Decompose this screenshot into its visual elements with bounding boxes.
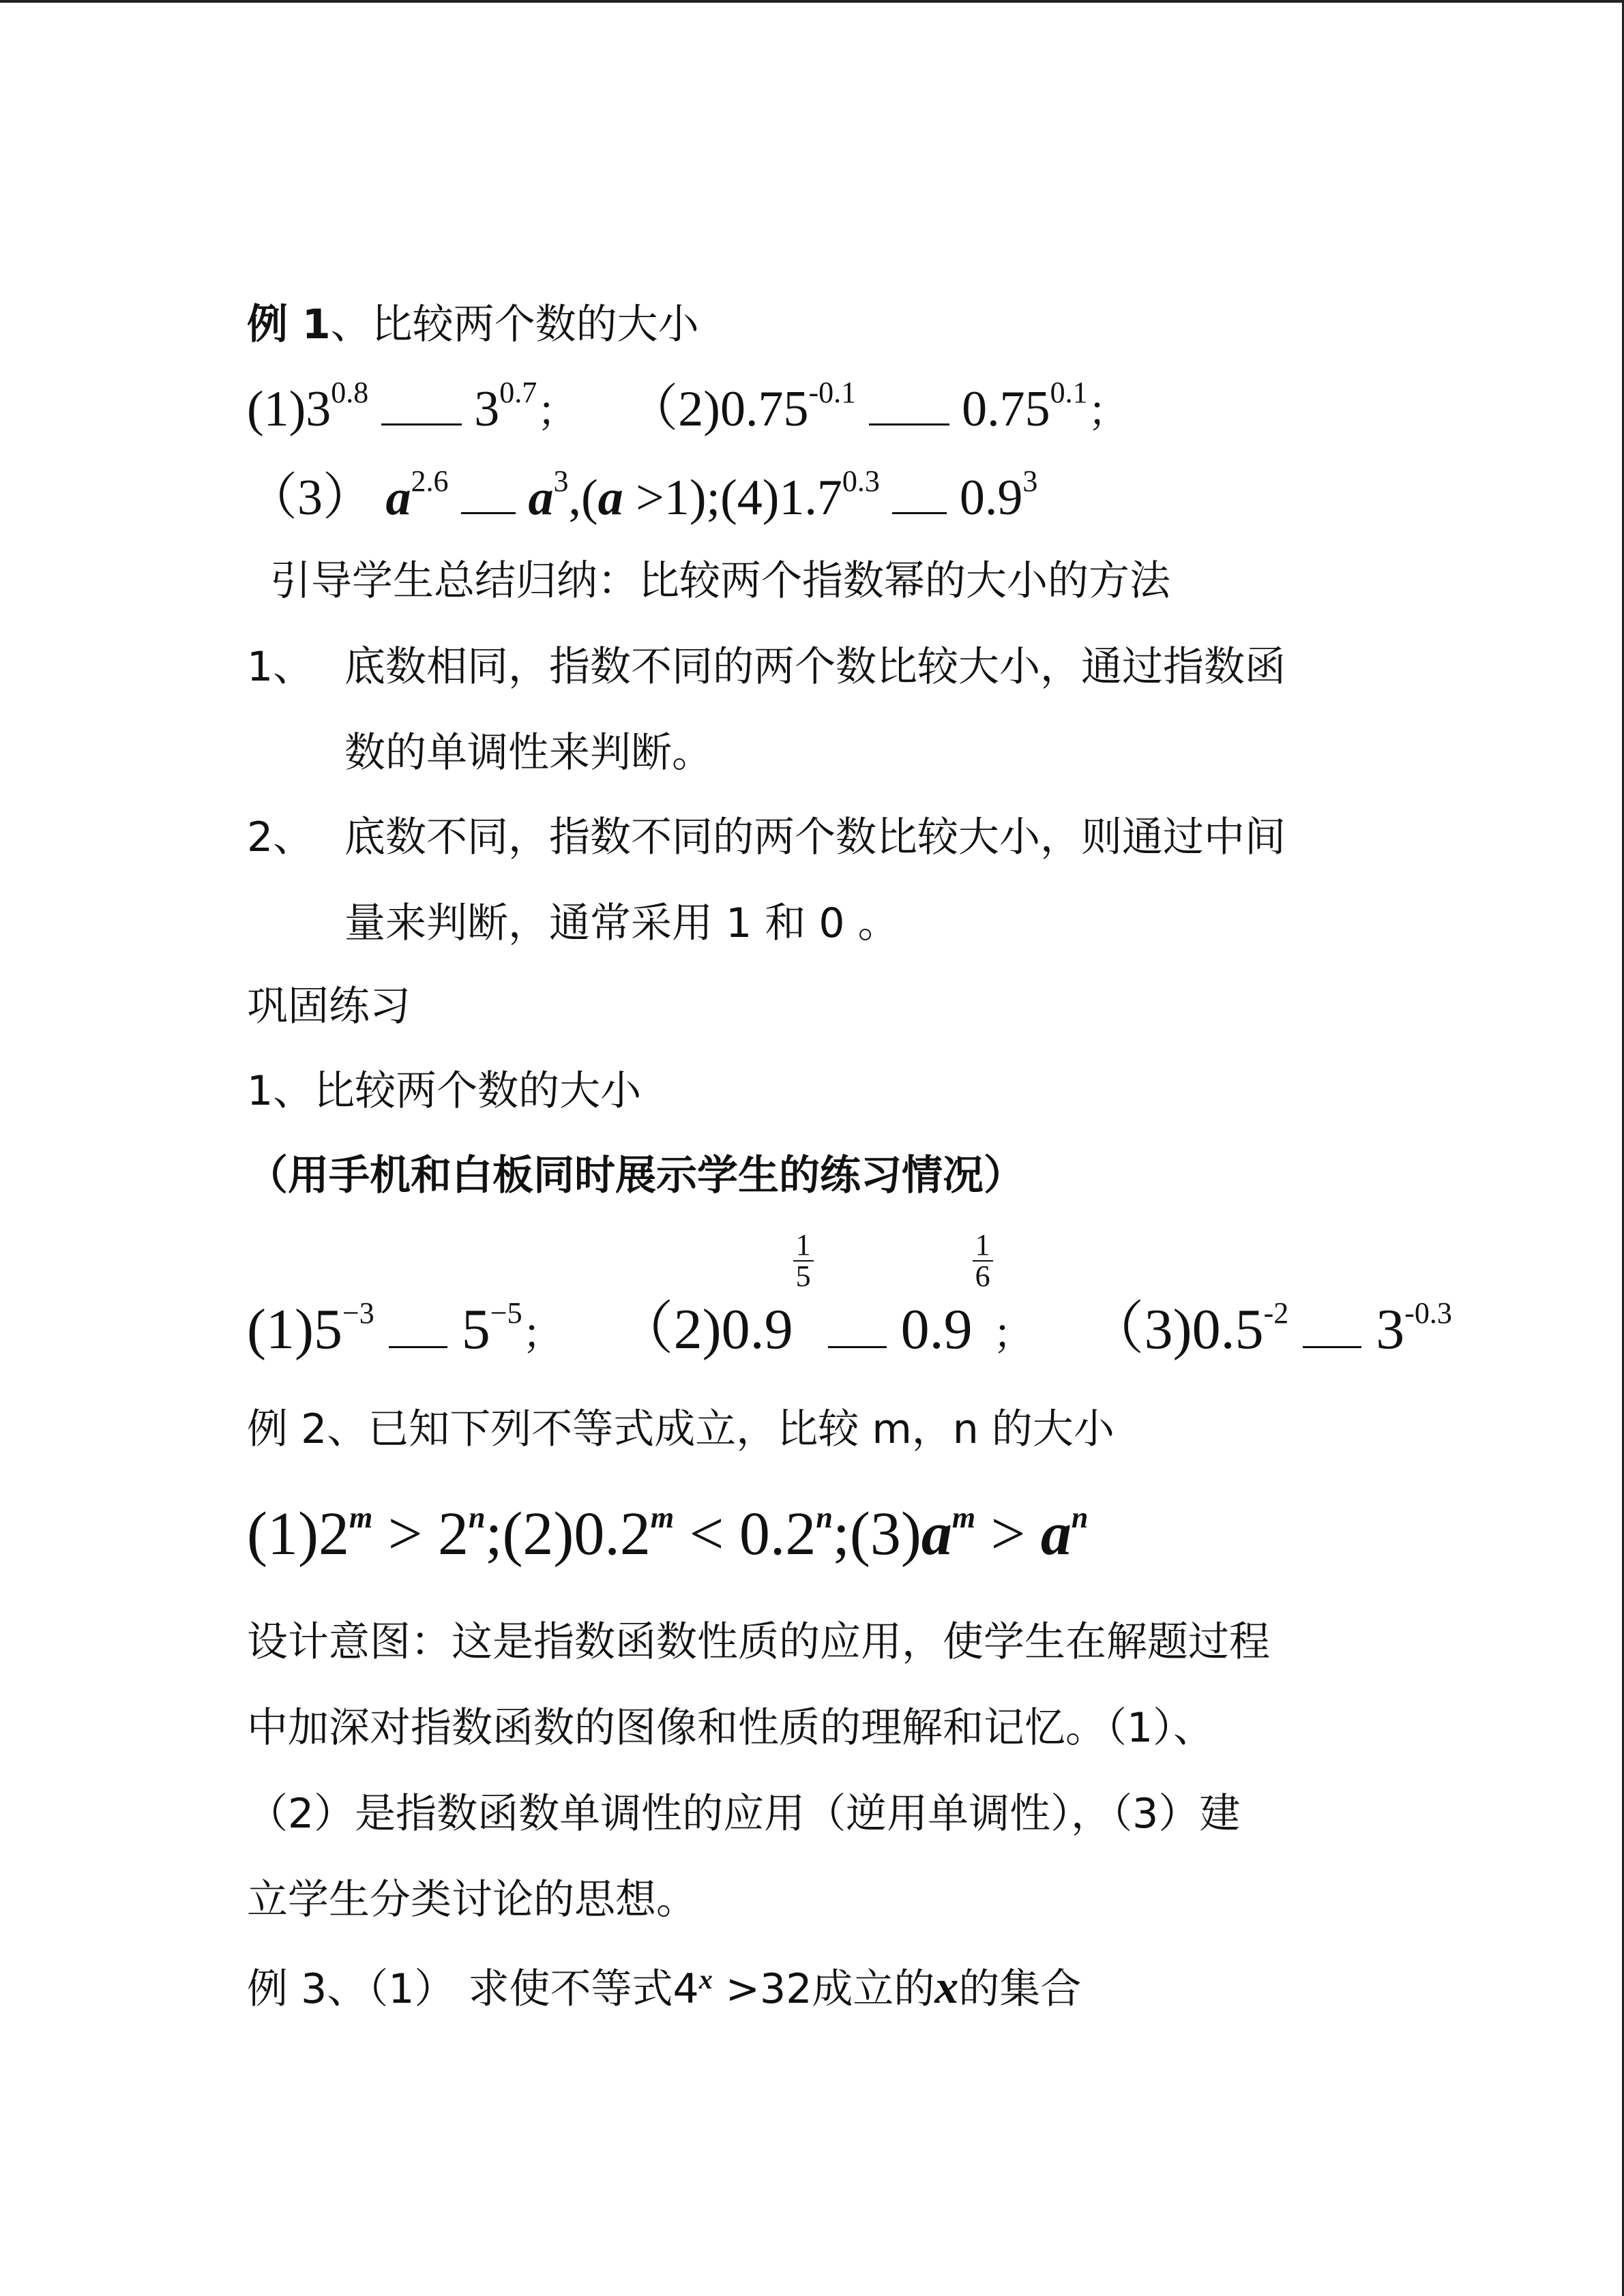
design-intent-line: （2）是指数函数单调性的应用（逆用单调性），（3）建 <box>247 1790 1241 1838</box>
fraction-denominator: 5 <box>795 1259 811 1293</box>
answer-blank <box>389 1305 447 1348</box>
example1-title-text: 、比较两个数的大小 <box>330 301 699 348</box>
example3-line <box>247 1957 1081 2020</box>
example1-math-row2 <box>247 464 1037 532</box>
math-variable: a <box>597 470 623 526</box>
math-term: ;(3) <box>832 1500 921 1568</box>
method-item-text: 底数相同，指数不同的两个数比较大小，通过指数函 <box>344 643 1286 691</box>
example1-title <box>247 297 699 352</box>
separator: ； <box>992 1311 1034 1358</box>
fraction-numerator: 1 <box>793 1230 814 1262</box>
math-term: >1);(4)1.7 <box>623 470 842 526</box>
example2-math-row <box>247 1500 1088 1568</box>
math-term: ;(2)0.2 <box>485 1500 651 1568</box>
math-variable: a <box>921 1500 952 1568</box>
math-exponent: 2.6 <box>411 464 449 498</box>
example3-text: 的集合 <box>958 1965 1082 2013</box>
math-term: （2)0.75 <box>628 381 809 437</box>
math-term: ,( <box>568 470 598 526</box>
math-term: > 2 <box>372 1500 469 1568</box>
math-exponent: n <box>468 1501 486 1534</box>
practice-note: （用手机和白板同时展示学生的练习情况） <box>247 1152 1024 1199</box>
math-variable: a <box>385 470 411 526</box>
math-exponent: -0.1 <box>808 376 857 410</box>
math-term: （3)0.5 <box>1087 1298 1264 1361</box>
guide-text: 引导学生总结归纳：比较两个指数幂的大小的方法 <box>270 557 1170 605</box>
math-term: 0.9 <box>900 1298 973 1361</box>
math-exponent: m <box>349 1501 373 1534</box>
math-term: 3 <box>1376 1298 1405 1361</box>
example3-label: 例 3、（1） <box>247 1965 456 2013</box>
separator: ； <box>537 388 578 436</box>
design-intent-line: 设计意图：这是指数函数性质的应用，使学生在解题过程 <box>247 1618 1270 1666</box>
math-variable: a <box>528 470 554 526</box>
practice-math-row <box>247 1228 1452 1369</box>
math-exponent: 0.8 <box>331 376 369 410</box>
math-exponent: n <box>816 1501 833 1534</box>
example1-label: 例 1 <box>247 301 331 348</box>
answer-blank <box>461 471 516 514</box>
example3-text: 求使不等式4 <box>468 1965 699 2013</box>
separator: ； <box>522 1311 563 1358</box>
answer-blank <box>381 383 462 426</box>
math-exponent: m <box>951 1501 976 1534</box>
math-fraction-exponent <box>973 1230 993 1292</box>
fraction-numerator: 1 <box>973 1230 993 1262</box>
method-item-number: 2、 <box>247 814 314 861</box>
math-exponent: x <box>698 1964 713 1995</box>
math-exponent: 3 <box>553 464 569 498</box>
math-term: (1)2 <box>247 1500 349 1568</box>
math-exponent: 0.7 <box>499 376 537 410</box>
answer-blank <box>1303 1305 1361 1348</box>
math-exponent: -2 <box>1263 1296 1289 1330</box>
practice-heading: 巩固练习 <box>247 983 411 1030</box>
example1-math-row1 <box>247 375 1129 446</box>
answer-blank <box>869 383 949 426</box>
design-intent-line: 立学生分类讨论的思想。 <box>247 1876 697 1924</box>
math-exponent: −3 <box>342 1296 374 1330</box>
example2-title: 例 2、已知下列不等式成立，比较 m，n 的大小 <box>247 1405 1114 1453</box>
math-exponent: n <box>1071 1501 1089 1534</box>
math-exponent: -0.3 <box>1404 1296 1452 1330</box>
math-term: 0.9 <box>959 470 1023 526</box>
math-term: 0.75 <box>962 381 1050 437</box>
math-term: 3 <box>474 381 500 437</box>
math-exponent: −5 <box>490 1296 522 1330</box>
answer-blank <box>892 471 947 514</box>
math-term: （3） <box>247 470 373 526</box>
method-item-text: 数的单调性来判断。 <box>344 729 713 777</box>
design-intent-line: 中加深对指数函数的图像和性质的理解和记忆。（1）、 <box>247 1704 1215 1752</box>
math-exponent: m <box>650 1501 675 1534</box>
page-border-top <box>0 0 1624 3</box>
math-exponent: 0.3 <box>842 464 880 498</box>
fraction-denominator: 6 <box>975 1259 990 1293</box>
method-item-text: 底数不同，指数不同的两个数比较大小，则通过中间 <box>344 814 1286 861</box>
answer-blank <box>828 1305 887 1348</box>
math-term: (1)3 <box>247 381 331 437</box>
math-variable: x <box>934 1961 959 2014</box>
math-term: （2)0.9 <box>616 1298 793 1361</box>
example3-text: >32成立的 <box>712 1965 935 2013</box>
math-term: (1)5 <box>247 1298 342 1361</box>
math-term: < 0.2 <box>674 1500 816 1568</box>
method-item-text: 量来判断，通常采用 1 和 0 。 <box>344 899 899 947</box>
method-item-number: 1、 <box>247 643 314 691</box>
math-term: 5 <box>461 1298 490 1361</box>
math-exponent: 3 <box>1022 464 1038 498</box>
practice-item: 1、比较两个数的大小 <box>247 1067 642 1115</box>
math-exponent: 0.1 <box>1050 376 1088 410</box>
math-variable: a <box>1040 1500 1072 1568</box>
separator: ； <box>1087 388 1129 436</box>
math-term: > <box>975 1500 1041 1568</box>
math-fraction-exponent <box>793 1230 814 1292</box>
